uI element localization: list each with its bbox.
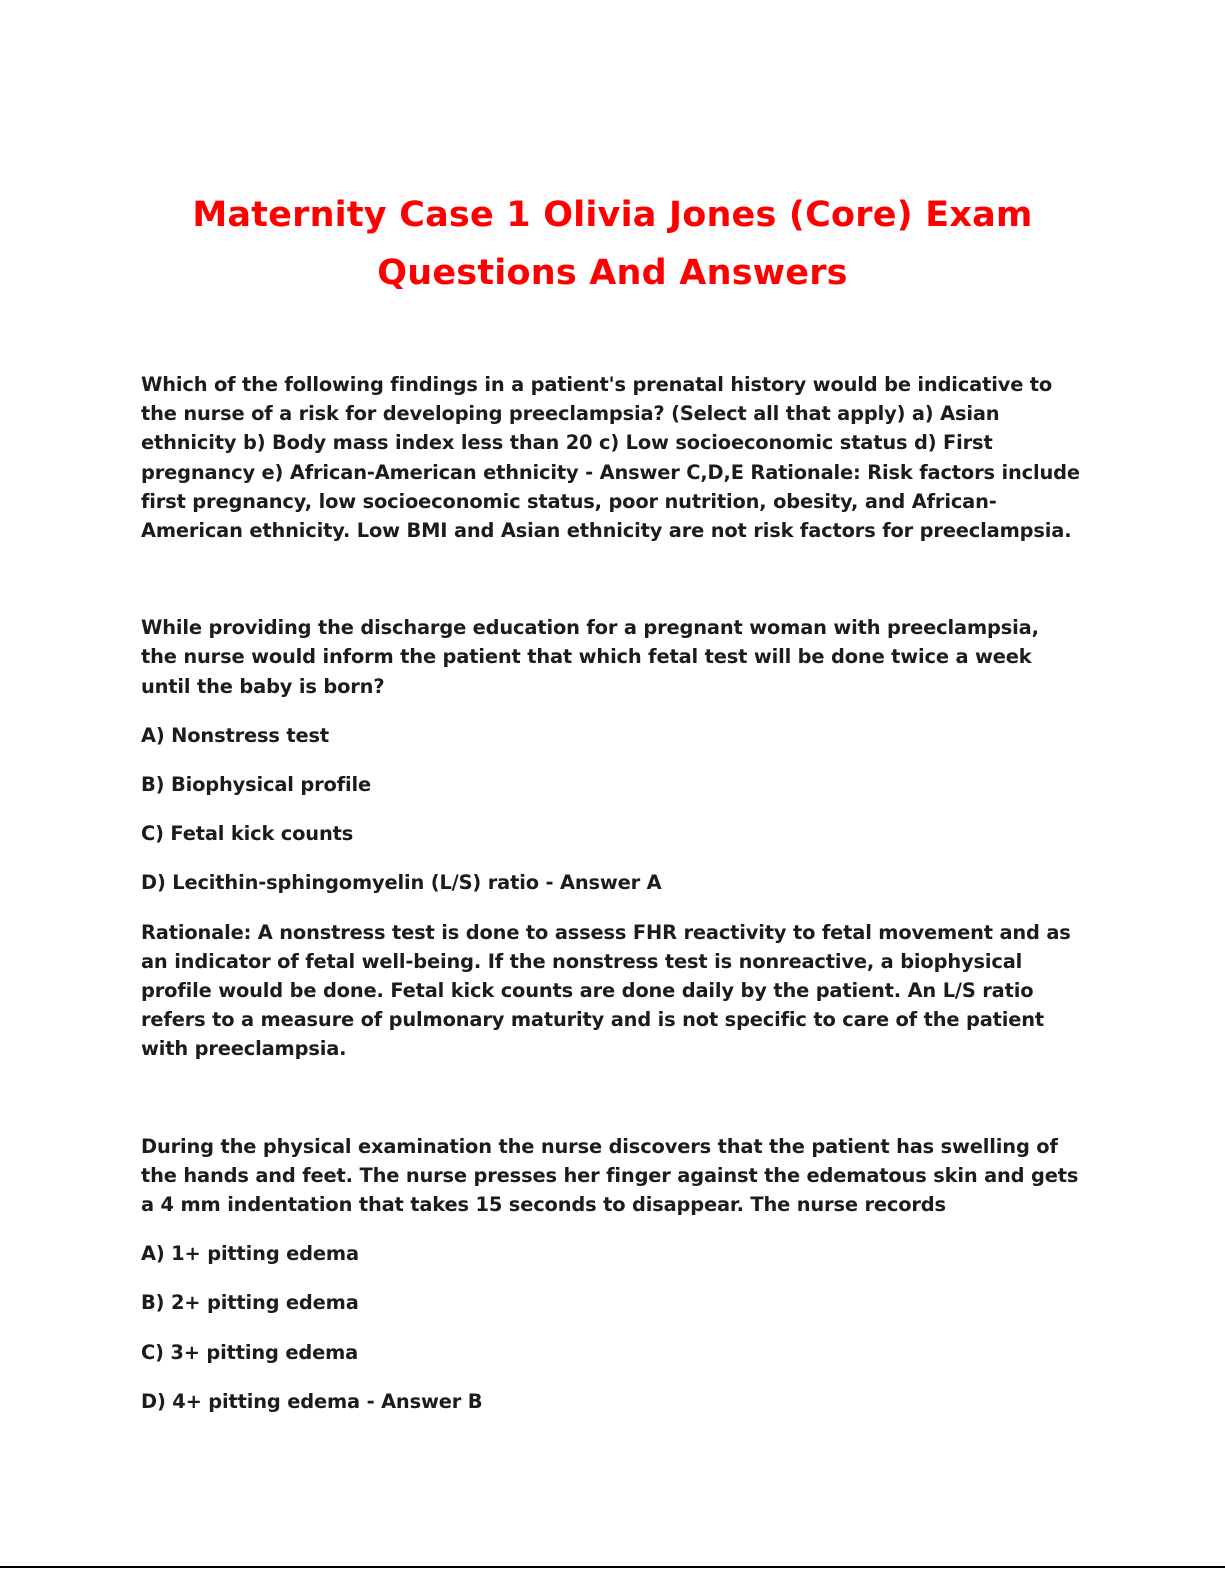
question-3-text: During the physical examination the nurse discovers that the patient has swelling of the hands and feet. The nurse presses her finger against the edematous skin and gets a 4 mm indentation that takes 15 seconds to disappear. The nurse records bbox=[141, 1134, 1079, 1217]
question-2-option-a: A) Nonstress test bbox=[141, 723, 330, 747]
question-3-option-b: B) 2+ pitting edema bbox=[141, 1291, 359, 1315]
question-2-text: While providing the discharge education for a pregnant woman with preeclampsia, the nurse would inform the patient that which fetal test will be done twice a week until the baby is born? bbox=[141, 616, 1039, 698]
page-bottom-divider bbox=[0, 1566, 1225, 1568]
question-3-option-a: A) 1+ pitting edema bbox=[141, 1242, 359, 1266]
question-3-option-d: D) 4+ pitting edema - Answer B bbox=[141, 1389, 483, 1413]
question-2-option-b: B) Biophysical profile bbox=[141, 773, 371, 797]
question-1-text: Which of the following findings in a patient's prenatal history would be indicative to the nurse of a risk for developing preeclampsia? (Select all that apply) a) Asian ethnicity b) Body mass index less than 20 c) Low socioeconomic status d) First pregnancy e) African-American ethnicity - Answer C,D,E Rationale: Risk factors include first pregnancy, low socioeconomic status, poor nutrition, obesity, and African-American ethnicity. Low BMI and Asian ethnicity are not risk factors for preeclampsia. bbox=[141, 373, 1080, 543]
question-2-option-c: C) Fetal kick counts bbox=[141, 822, 354, 846]
title-line-1: Maternity Case 1 Olivia Jones (Core) Exam bbox=[192, 195, 1033, 235]
document-title bbox=[120, 186, 1105, 302]
question-2-rationale: Rationale: A nonstress test is done to assess FHR reactivity to fetal movement and as an indicator of fetal well-being. If the nonstress test is nonreactive, a biophysical profile would be done. Fetal kick counts are done daily by the patient. An L/S ratio refers to a measure of pulmonary maturity and is not specific to care of the patient with preeclampsia. bbox=[141, 920, 1071, 1061]
title-line-2: Questions And Answers bbox=[377, 253, 848, 293]
document-body bbox=[141, 370, 1081, 1436]
question-2-option-d: D) Lecithin-sphingomyelin (L/S) ratio - Answer A bbox=[141, 871, 662, 895]
question-3-option-c: C) 3+ pitting edema bbox=[141, 1340, 359, 1364]
